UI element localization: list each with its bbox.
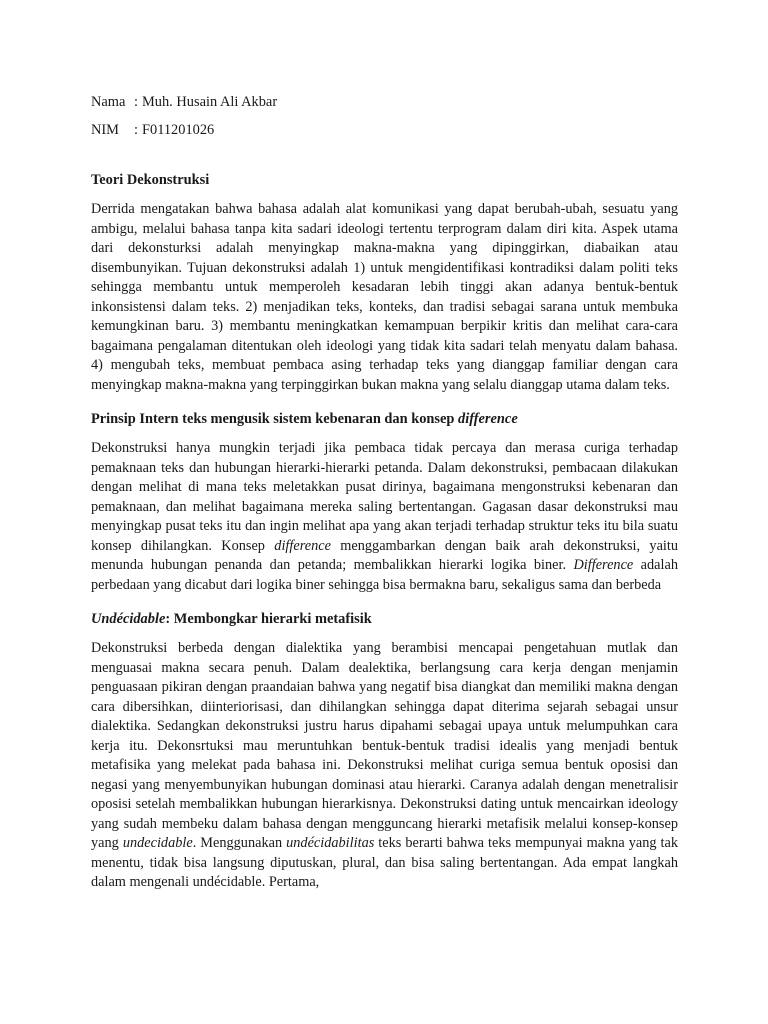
nim-label: NIM — [91, 122, 119, 138]
name-row — [91, 93, 678, 111]
heading-italic-term: Undécidable — [91, 611, 166, 627]
name-value: Muh. Husain Ali Akbar — [142, 94, 278, 110]
italic-term: undécidabilitas — [286, 835, 375, 851]
section-heading-prinsip-intern — [91, 410, 678, 428]
paragraph-text: adalah perbedaan yang dicabut dari logika biner sehingga bisa bermakna baru, sekaligus sama dan berbeda — [91, 557, 678, 593]
nim-row — [91, 121, 678, 139]
italic-term: difference — [274, 537, 331, 554]
paragraph-text: . Menggunakan — [192, 835, 287, 851]
nim-separator: : — [134, 122, 138, 138]
paragraph-text: Dekonstruksi berbeda dengan dialektika yang berambisi mencapai pengetahuan mutlak dan menguasai makna secara penuh. Dalam dealektika, berlangsung cara kerja dengan menjamin penguasaan pikiran dengan praandaian bahwa yang negatif bisa diangkat dan memiliki makna dengan cara dibersihkan, diinteriorisasi, dan dihilangkan sehingga dapat diterima sejarah sebagai unsur dialektika. Sedangkan dekonstruksi justru harus dipahami sebagai upaya untuk melumpuhkan cara kerja itu. Dekonsrtuksi mau meruntuhkan bentuk-bentuk tradisi idealis yang menjadi bentuk metafisika yang melekat pada bahasa ini. Dekonstruksi melihat curiga semua bentuk oposisi dan negasi yang menyembunyikan hubungan dominasi atau hierarki. Caranya adalah dengan menetralisir oposisi setelah membalikkan hubungan hierarkisnya. Dekonstruksi dating untuk mencairkan ideology yang sudah membeku dalam bahasa dengan mengguncang hierarki metafisik melalui konsep-konsep yang — [91, 640, 678, 851]
paragraph-text: Dekonstruksi hanya mungkin terjadi jika pembaca tidak percaya dan merasa curiga terhadap pemaknaan teks dan hubungan hierarki-hierarki petanda. Dalam dekonstruksi, pembacaan dilakukan dengan melihat di mana teks meletakkan pusat dirinya, bagaimana mengonstruksi kebenaran dan pemaknaan, dan melihat bagaimana mereka saling bertentangan. Gagasan dasar dekonstruksi mau menyingkap pusat teks itu dan ingin melihat apa yang akan terjadi terhadap struktur teks itu bila suatu konsep dihilangkan. Konsep — [91, 440, 678, 554]
section-paragraph-prinsip-intern — [91, 439, 678, 595]
heading-text: : Membongkar hierarki metafisik — [165, 611, 372, 627]
italic-term: undecidable — [122, 835, 193, 851]
document-page — [91, 93, 678, 893]
name-label: Nama — [91, 94, 126, 110]
name-separator: : — [134, 94, 138, 110]
section-heading-undecidable — [91, 610, 678, 628]
section-heading-teori-dekonstruksi: Teori Dekonstruksi — [91, 172, 210, 188]
section-paragraph-undecidable — [91, 639, 678, 893]
heading-italic-term: difference — [458, 411, 518, 427]
heading-text: Prinsip Intern teks mengusik sistem kebenaran dan konsep — [91, 411, 459, 427]
paragraph-text: teks berarti bahwa teks mempunyai makna yang tak menentu, tidak bisa langsung diputuskan, plural, dan bisa saling bertentangan. Ada empat langkah dalam mengenali undécidable. Pertama, — [91, 835, 679, 890]
paragraph-text: menggambarkan dengan baik arah dekonstruksi, yaitu menunda hubungan penanda dan petanda; membalikkan hierarki logika biner. — [91, 537, 679, 573]
italic-term: Difference — [573, 557, 634, 573]
nim-value: F011201026 — [142, 122, 215, 138]
section-paragraph-teori-dekonstruksi: Derrida mengatakan bahwa bahasa adalah alat komunikasi yang dapat berubah-ubah, sesuatu yang ambigu, melalui bahasa tanpa kita sadari ideologi tertentu terprogram dalam diri kita. Aspek utama dari dekonsturksi adalah menyingkap makna-makna yang dipinggirkan, diabaikan atau disembunyikan. Tujuan dekonstruksi adalah 1) untuk mengidentifikasi kontradiksi dalam politi teks sehingga membantu untuk memperoleh kesadaran lebih tinggi akan adanya bentuk-bentuk inkonsistensi dalam teks. 2) menjadikan teks, konteks, dan tradisi sebagai sarana untuk membuka kemungkinan baru. 3) membantu meningkatkan kemampuan berpikir kritis dan melihat cara-cara bagaimana pengalaman ditentukan oleh ideologi yang tidak kita sadari telah menyatu dalam bahasa. 4) mengubah teks, membuat pembaca asing terhadap teks yang dianggap familiar dengan cara menyingkap makna-makna yang terpinggirkan bukan makna yang selalu dianggap utama dalam teks. — [91, 201, 678, 393]
